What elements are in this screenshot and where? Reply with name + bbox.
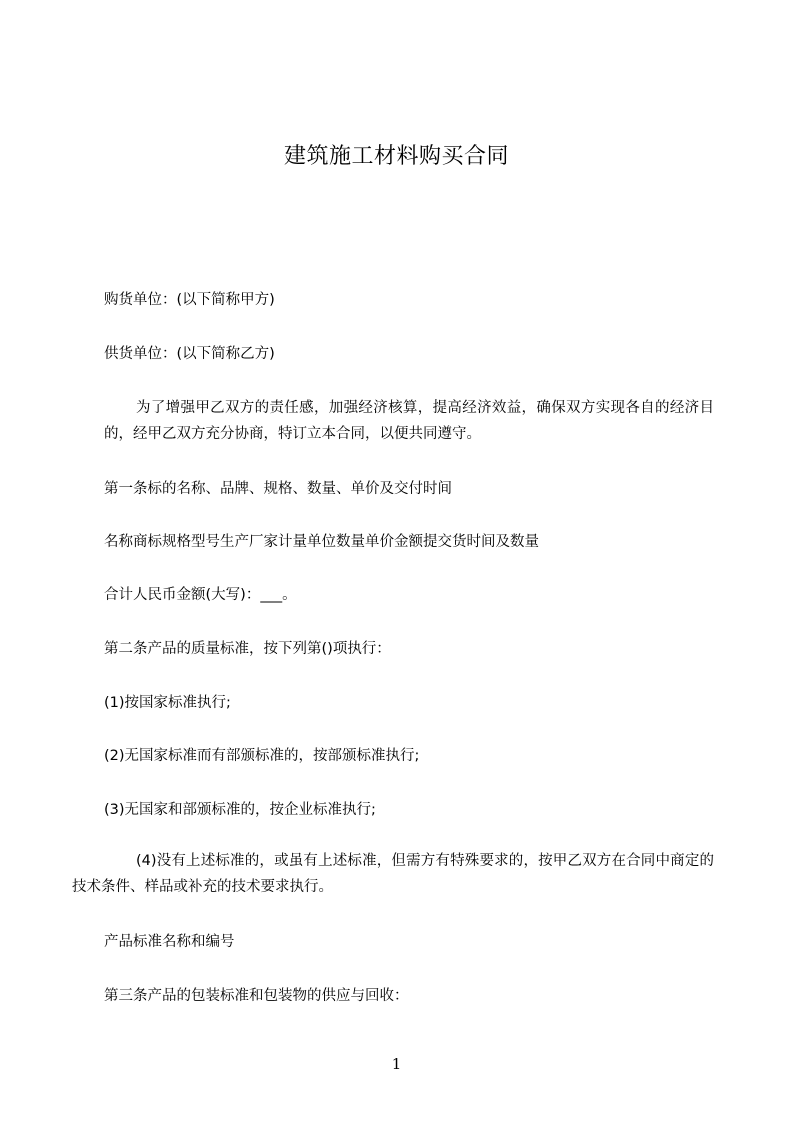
buyer-unit-line: 购货单位：(以下简称甲方) <box>104 292 275 308</box>
page-number: 1 <box>391 1055 402 1073</box>
product-standard-line: 产品标准名称和编号 <box>104 934 235 950</box>
document-title: 建筑施工材料购买合同 <box>283 144 509 169</box>
quality-option-3: (3)无国家和部颁标准的，按企业标准执行; <box>104 802 376 818</box>
total-amount-line: 合计人民币金额(大写)：___。 <box>104 587 297 603</box>
quality-option-1: (1)按国家标准执行; <box>104 695 231 711</box>
article-2-heading: 第二条产品的质量标准，按下列第()项执行： <box>104 641 391 657</box>
preamble-paragraph: 为了增强甲乙双方的责任感，加强经济核算，提高经济效益，确保双方实现各自的经济目的，经甲乙双方充分协商，特订立本合同，以便共同遵守。 <box>104 400 714 442</box>
article-1-heading: 第一条标的名称、品牌、规格、数量、单价及交付时间 <box>104 481 452 497</box>
item-table-header-line: 名称商标规格型号生产厂家计量单位数量单价金额提交货时间及数量 <box>104 534 539 550</box>
quality-option-2: (2)无国家标准而有部颁标准的，按部颁标准执行; <box>104 748 420 764</box>
article-3-heading: 第三条产品的包装标准和包装物的供应与回收： <box>104 988 409 1004</box>
quality-option-4: (4)没有上述标准的，或虽有上述标准，但需方有特殊要求的，按甲乙双方在合同中商定的技术条件、样品或补充的技术要求执行。 <box>72 853 714 895</box>
supplier-unit-line: 供货单位：(以下简称乙方) <box>104 346 275 362</box>
